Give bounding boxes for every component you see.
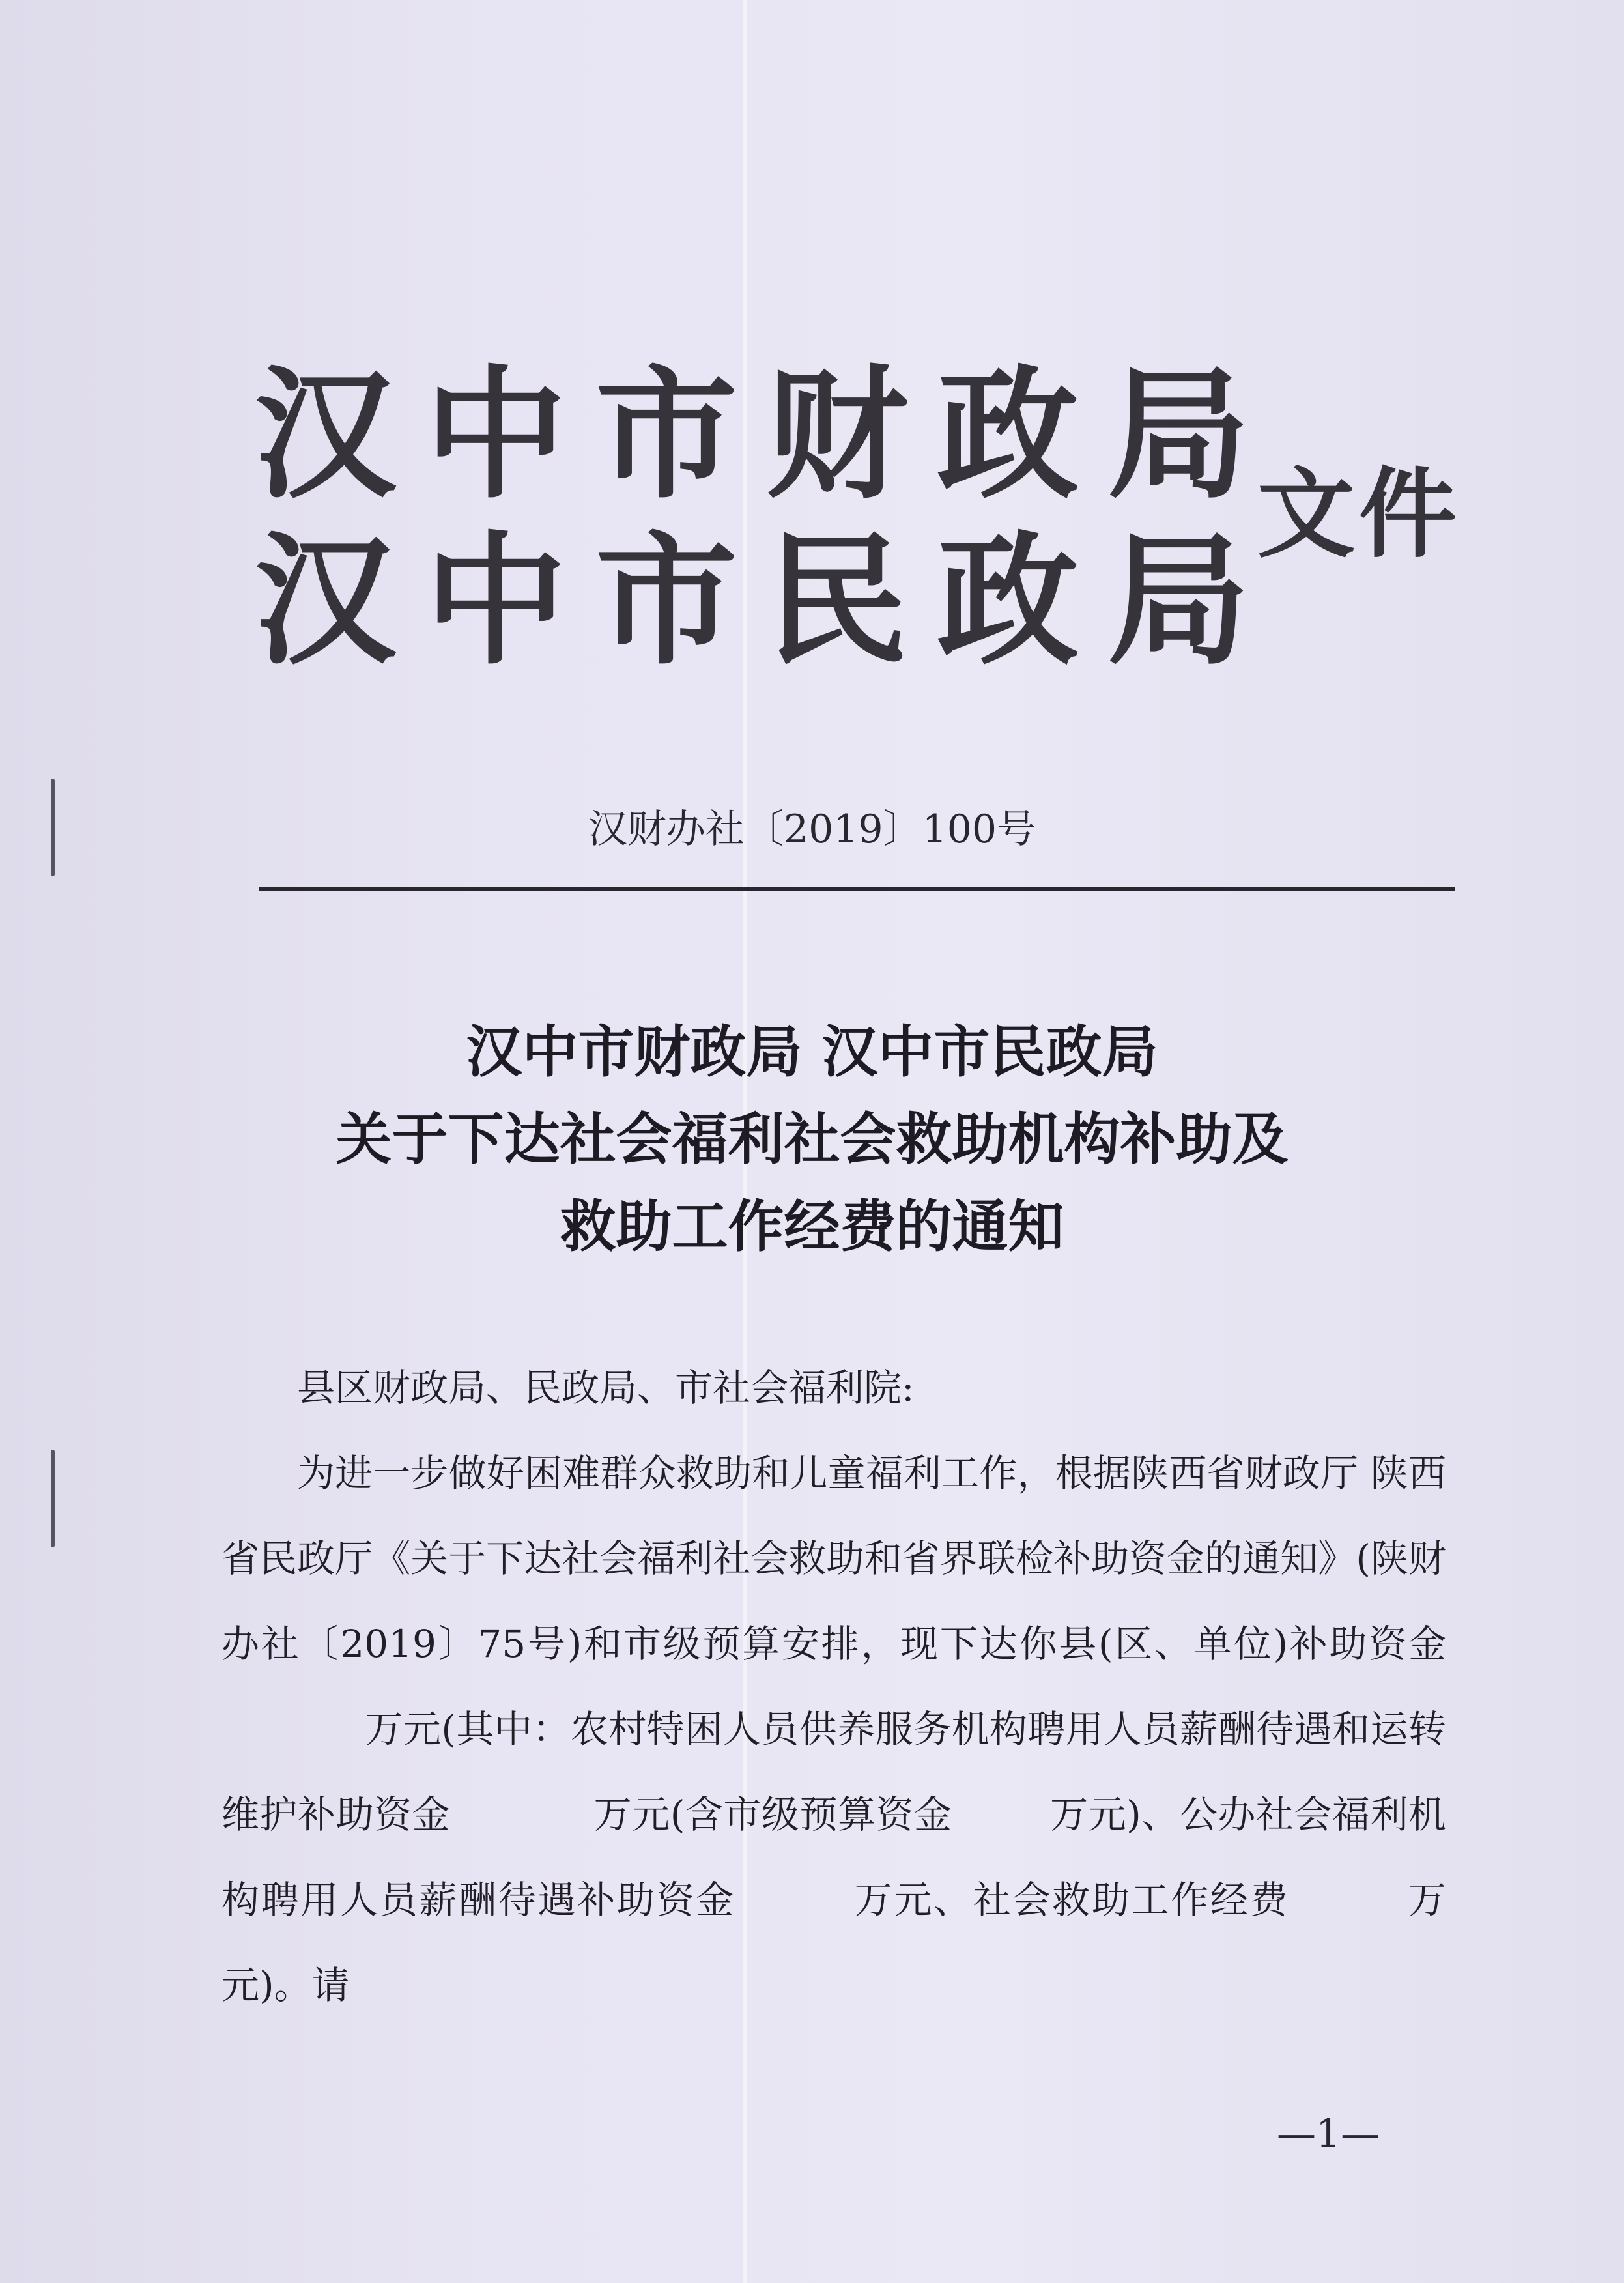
salutation: 县区财政局、民政局、市社会福利院: <box>297 1366 915 1410</box>
issuer-finance-bureau: 汉中市财政局 <box>254 353 1278 518</box>
body-paragraph <box>221 1431 1446 2028</box>
body-text-segment: 万元(其中：农村特困人员供养服务机构聘用人员薪酬待遇和运转维护补助资金 <box>221 1707 1446 1837</box>
body-text-segment: 为进一步做好困难群众救助和儿童福利工作，根据陕西省财政厅 陕西省民政厅《关于下达社会福利社会救助和省界联检补助资金的通知》(陕财办社〔2019〕75号)和市级预算安排，现下达你县(区、单位)补助资金 <box>221 1451 1446 1666</box>
body-text-segment: 万元)、公办社会福利机构聘用人员薪酬待遇补助资金 <box>221 1792 1446 1922</box>
document-number: 汉财办社〔2019〕100号 <box>588 807 1036 852</box>
notice-title-line-3: 救助工作经费的通知 <box>560 1194 1064 1259</box>
issuer-civil-affairs-bureau: 汉中市民政局 <box>254 519 1278 684</box>
document-header <box>254 353 1492 684</box>
document-type-label: 文件 <box>1257 458 1461 571</box>
body-text-segment: 万元)。请 <box>221 1878 1446 2007</box>
body-text-segment: 万元(含市级预算资金 <box>593 1792 952 1837</box>
notice-title-line-1: 汉中市财政局 汉中市民政局 <box>466 1020 1158 1085</box>
page-number: —1— <box>1277 2111 1380 2157</box>
header-divider-rule <box>259 887 1455 891</box>
notice-title-line-2: 关于下达社会福利社会救助机构补助及 <box>335 1107 1289 1172</box>
staple-mark-bottom <box>51 1450 55 1547</box>
notice-body <box>221 1345 1446 2028</box>
body-text-segment: 万元、社会救助工作经费 <box>852 1878 1290 1922</box>
